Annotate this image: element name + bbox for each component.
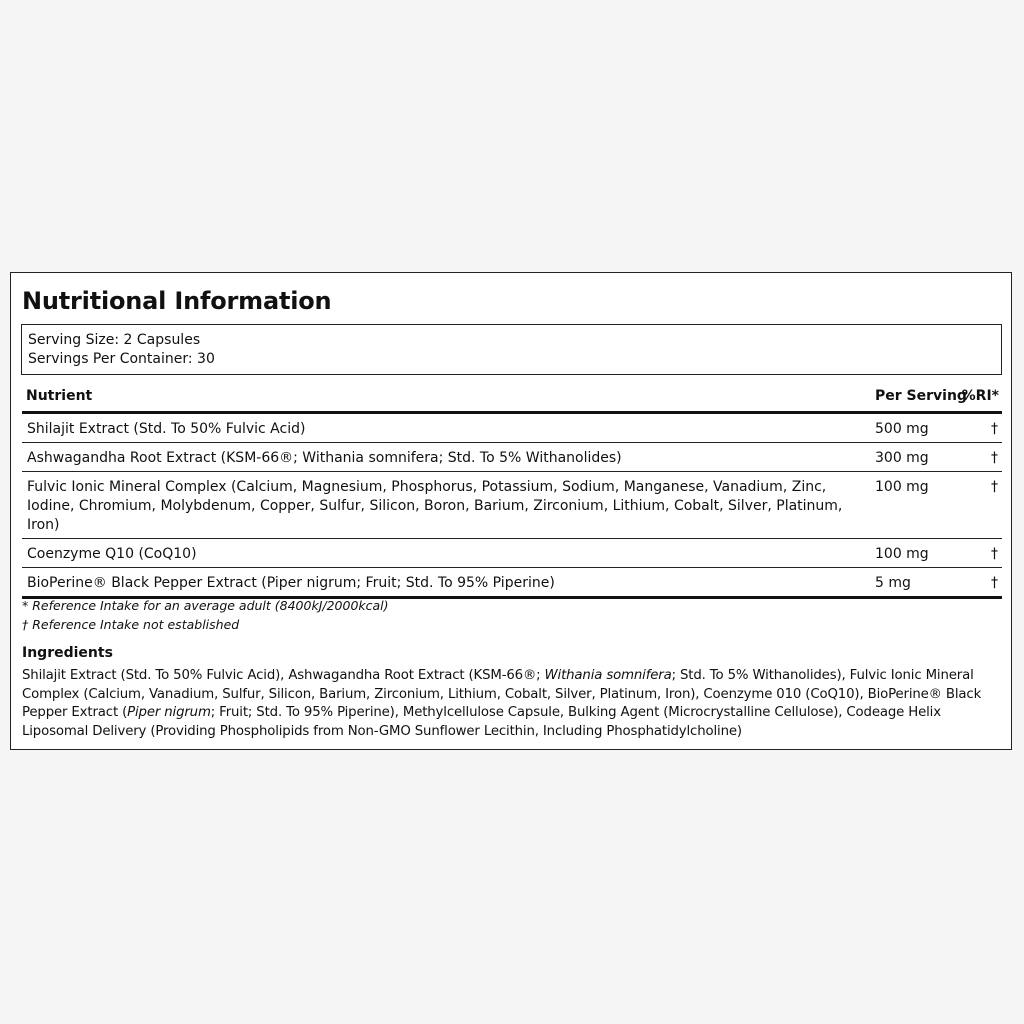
table-row <box>22 443 1002 472</box>
nutrient-amount: 5 mg <box>875 575 911 591</box>
ingredients-part: ; Fruit; Std. To 95% Piperine), Methylcellulose Capsule, Bulking Agent (Microcrystalline Cellulose), Codeage Helix Liposomal Delivery (Providing Phospholipids from Non-GMO Sunflower Lecithin, Including Phosphatidylcholine) <box>22 705 941 739</box>
nutrient-amount: 100 mg <box>875 479 929 495</box>
ingredients-text <box>22 667 1002 741</box>
header-nutrient: Nutrient <box>26 388 93 404</box>
ingredients-heading: Ingredients <box>22 645 113 661</box>
nutrient-name: Shilajit Extract (Std. To 50% Fulvic Acid) <box>27 421 306 437</box>
nutrient-name: BioPerine® Black Pepper Extract (Piper nigrum; Fruit; Std. To 95% Piperine) <box>27 575 555 591</box>
footnotes <box>22 596 389 634</box>
nutrient-name: Coenzyme Q10 (CoQ10) <box>27 546 197 562</box>
nutrient-amount: 100 mg <box>875 546 929 562</box>
dagger-footnote: † Reference Intake not established <box>22 617 240 632</box>
table-row <box>22 539 1002 568</box>
nutrient-ri: † <box>991 421 998 437</box>
nutrient-ri: † <box>991 575 998 591</box>
ri-footnote: * Reference Intake for an average adult (8400kJ/2000kcal) <box>22 598 389 613</box>
nutrition-panel <box>10 272 1012 750</box>
table-row <box>22 568 1002 599</box>
ingredients-part: Shilajit Extract (Std. To 50% Fulvic Acid), Ashwagandha Root Extract (KSM-66®; <box>22 668 545 683</box>
table-row <box>22 472 1002 539</box>
header-ri: %RI* <box>961 388 999 404</box>
panel-title: Nutritional Information <box>22 287 332 315</box>
serving-info-box <box>21 324 1002 375</box>
nutrient-ri: † <box>991 450 998 466</box>
servings-per-container: Servings Per Container: 30 <box>28 351 215 367</box>
table-header <box>22 381 1002 414</box>
nutrient-table <box>22 381 1002 599</box>
nutrient-name: Ashwagandha Root Extract (KSM-66®; Withania somnifera; Std. To 5% Withanolides) <box>27 450 622 466</box>
header-per-serving: Per Serving <box>875 388 967 404</box>
ingredients-italic-species: Withania somnifera <box>544 668 672 683</box>
ingredients-italic-species: Piper nigrum <box>127 705 211 720</box>
nutrient-ri: † <box>991 479 998 495</box>
nutrient-name: Fulvic Ionic Mineral Complex (Calcium, Magnesium, Phosphorus, Potassium, Sodium, Manganese, Vanadium, Zinc, Iodine, Chromium, Molybdenum, Copper, Sulfur, Silicon, Boron, Barium, Zirconium, Lithium, Cobalt, Silver, Platinum, Iron) <box>27 479 843 533</box>
nutrient-amount: 500 mg <box>875 421 929 437</box>
ingredients-part: ; Std. To 5% Withanolides), Fulvic Ionic Mineral Complex (Calcium, Vanadium, Sulfur, Silicon, Barium, Zirconium, Lithium, Cobalt, Silver, Platinum, Iron), Coenzyme 010 (CoQ10), BioPerine® Black Pepper Extract ( <box>22 668 982 720</box>
nutrient-amount: 300 mg <box>875 450 929 466</box>
table-row <box>22 414 1002 443</box>
serving-size: Serving Size: 2 Capsules <box>28 332 201 348</box>
nutrient-ri: † <box>991 546 998 562</box>
